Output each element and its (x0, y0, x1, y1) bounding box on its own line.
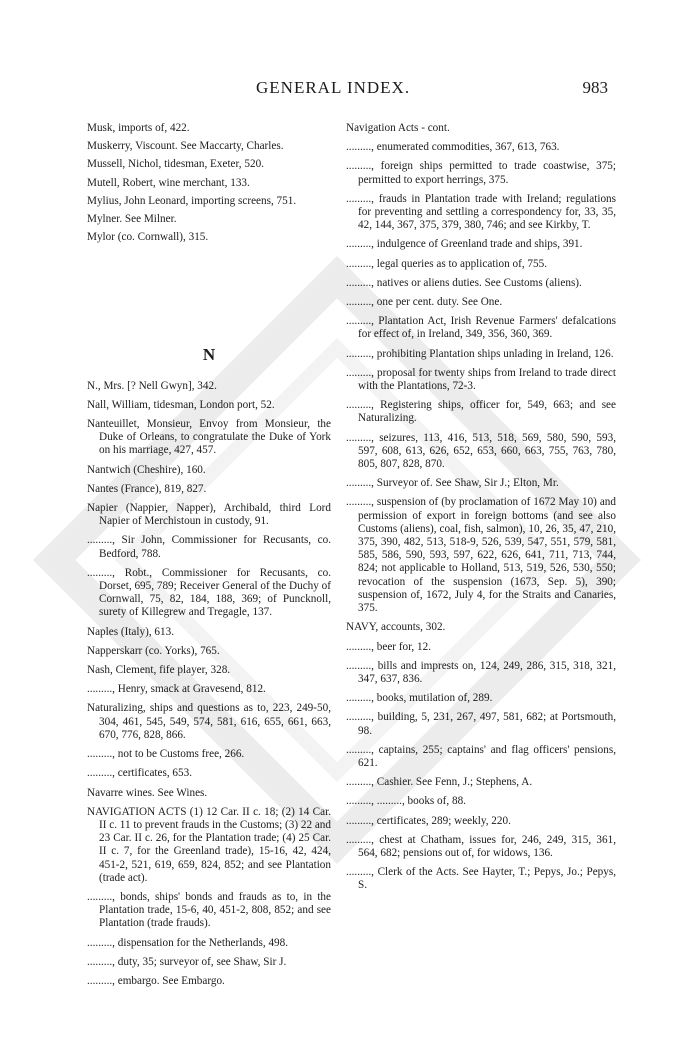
index-entry: ........., Henry, smack at Gravesend, 812. (87, 683, 266, 696)
index-entry: ........., natives or aliens duties. See Customs (aliens). (346, 276, 582, 289)
page-number: 983 (582, 78, 608, 97)
entries-before-section (87, 122, 331, 244)
index-entry: Nanteuillet, Monsieur, Envoy from Monsieur, the Duke of Orleans, to congratulate the Duke of York on his marriage, 427, 457. (87, 418, 331, 457)
index-entry: ........., certificates, 289; weekly, 220. (346, 814, 511, 827)
index-entry: ........., one per cent. duty. See One. (346, 296, 503, 309)
index-entry: ........., Sir John, Commissioner for Recusants, co. Bedford, 788. (87, 534, 331, 560)
index-entry: ........., seizures, 113, 416, 513, 518, 569, 580, 590, 593, 597, 608, 613, 626, 652, 653, 660, 663, 755, 763, 780, 805, 807, 828, 870. (346, 431, 616, 471)
index-entry: Nantwich (Cheshire), 160. (87, 463, 206, 476)
index-entry: ........., bills and imprests on, 124, 249, 286, 315, 318, 321, 347, 637, 836. (346, 659, 616, 685)
index-entry: NAVIGATION ACTS (1) 12 Car. II c. 18; (2) 14 Car. II c. 11 to prevent frauds in the Customs; (3) 22 and 23 Car. II c. 26, for the Plantation trade; (4) 25 Car. II c. 7, for the Greenland trade), 15-16, 42, 424, 451-2, 521, 619, 659, 824, 852; and see Plantation (trade act). (87, 805, 331, 884)
page-header (0, 78, 674, 102)
index-entry: ........., indulgence of Greenland trade and ships, 391. (346, 238, 583, 251)
index-entry: ........., captains, 255; captains' and flag officers' pensions, 621. (346, 743, 616, 769)
index-entry: ........., Plantation Act, Irish Revenue Farmers' defalcations for effect of, in Ireland, 349, 356, 360, 369. (346, 315, 616, 341)
index-entry: ........., beer for, 12. (346, 640, 431, 653)
index-entry: ........., frauds in Plantation trade with Ireland; regulations for preventing and settling a correspondency for, 33, 35, 42, 144, 367, 375, 379, 380, 746; and see Kirkby, T. (346, 192, 616, 232)
index-entry: Navarre wines. See Wines. (87, 786, 208, 799)
index-entry: ........., not to be Customs free, 266. (87, 748, 245, 761)
index-entry: Musk, imports of, 422. (87, 122, 190, 134)
index-entry: ........., Cashier. See Fenn, J.; Stephens, A. (346, 776, 533, 789)
index-entry: Nall, William, tidesman, London port, 52. (87, 398, 275, 411)
index-entry: ........., foreign ships permitted to trade coastwise, 375; permitted to export herrings, 375. (346, 160, 616, 186)
section-letter: N (202, 345, 216, 365)
index-entry: ........., Robt., Commissioner for Recusants, co. Dorset, 695, 789; Receiver General of the Duchy of Cornwall, 75, 82, 184, 188, 369; of Puncknoll, surety of Killegrew and Tregagle, 137. (87, 566, 331, 619)
entries-after-section (87, 380, 331, 989)
index-entry: Mylor (co. Cornwall), 315. (87, 231, 209, 244)
index-entry: ........., legal queries as to application of, 755. (346, 257, 548, 270)
index-entry: ........., ........., books of, 88. (346, 795, 466, 808)
index-entry: ........., embargo. See Embargo. (87, 974, 225, 987)
index-entry: ........., Surveyor of. See Shaw, Sir J.; Elton, Mr. (346, 477, 559, 490)
index-entry: Mylius, John Leonard, importing screens, 751. (87, 194, 297, 207)
index-entry: Napier (Nappier, Napper), Archibald, third Lord Napier of Merchistoun in custody, 91. (87, 502, 331, 528)
index-entry: ........., books, mutilation of, 289. (346, 692, 493, 705)
index-entry: ........., suspension of (by proclamation of 1672 May 10) and permission of export in foreign bottoms (and see also Customs (aliens), coal, fish, salmon), 10, 26, 35, 47, 210, 375, 390, 482, 513, 518-9, 526, 539, 547, 551, 579, 581, 585, 586, 590, 593, 597, 622, 626, 641, 711, 713, 744, 824; not applicable to Holland, 513, 519, 526, 530, 550; revocation of the suspension (1673, Sep. 5), 390; suspension of, 1672, July 4, for the Straits and Canaries, 375. (346, 496, 616, 615)
right-column (346, 122, 616, 899)
running-head: GENERAL INDEX. (256, 78, 411, 97)
index-entry: ........., bonds, ships' bonds and frauds as to, in the Plantation trade, 15-6, 40, 451-2, 808, 852; and see Plantation (trade frauds). (87, 890, 331, 930)
index-entry: ........., dispensation for the Netherlands, 498. (87, 936, 289, 949)
right-entries (346, 141, 616, 892)
index-entry: ........., enumerated commodities, 367, 613, 763. (346, 141, 560, 154)
index-entry: N., Mrs. [? Nell Gwyn], 342. (87, 379, 217, 392)
index-entry: ........., building, 5, 231, 267, 497, 581, 682; at Portsmouth, 98. (346, 711, 616, 737)
index-entry: ........., prohibiting Plantation ships unlading in Ireland, 126. (346, 347, 614, 360)
index-entry: Naturalizing, ships and questions as to, 223, 249-50, 304, 461, 545, 549, 574, 581, 616, 655, 661, 663, 670, 776, 828, 866. (87, 702, 331, 741)
index-entry: Nash, Clement, fife player, 328. (87, 664, 231, 677)
index-entry: NAVY, accounts, 302. (346, 621, 446, 634)
index-entry: ........., Clerk of the Acts. See Hayter, T.; Pepys, Jo.; Pepys, S. (346, 866, 616, 892)
continuation-heading: Navigation Acts - cont. (346, 122, 450, 134)
index-entry: ........., Registering ships, officer for, 549, 663; and see Naturalizing. (346, 399, 616, 425)
index-entry: Mutell, Robert, wine merchant, 133. (87, 176, 250, 189)
index-entry: Nantes (France), 819, 827. (87, 482, 207, 495)
left-column (87, 122, 331, 994)
index-entry: Mylner. See Milner. (87, 213, 177, 226)
index-entry: ........., chest at Chatham, issues for, 246, 249, 315, 361, 564, 682; pensions out of, for widows, 136. (346, 833, 616, 859)
index-entry: ........., certificates, 653. (87, 767, 193, 780)
index-entry: ........., proposal for twenty ships from Ireland to trade direct with the Plantations, 72-3. (346, 366, 616, 393)
index-entry: Napperskarr (co. Yorks), 765. (87, 644, 220, 657)
index-entry: Naples (Italy), 613. (87, 625, 174, 638)
index-entry: Mussell, Nichol, tidesman, Exeter, 520. (87, 158, 264, 171)
index-entry: Muskerry, Viscount. See Maccarty, Charles. (87, 140, 284, 153)
index-entry: ........., duty, 35; surveyor of, see Shaw, Sir J. (87, 955, 287, 968)
